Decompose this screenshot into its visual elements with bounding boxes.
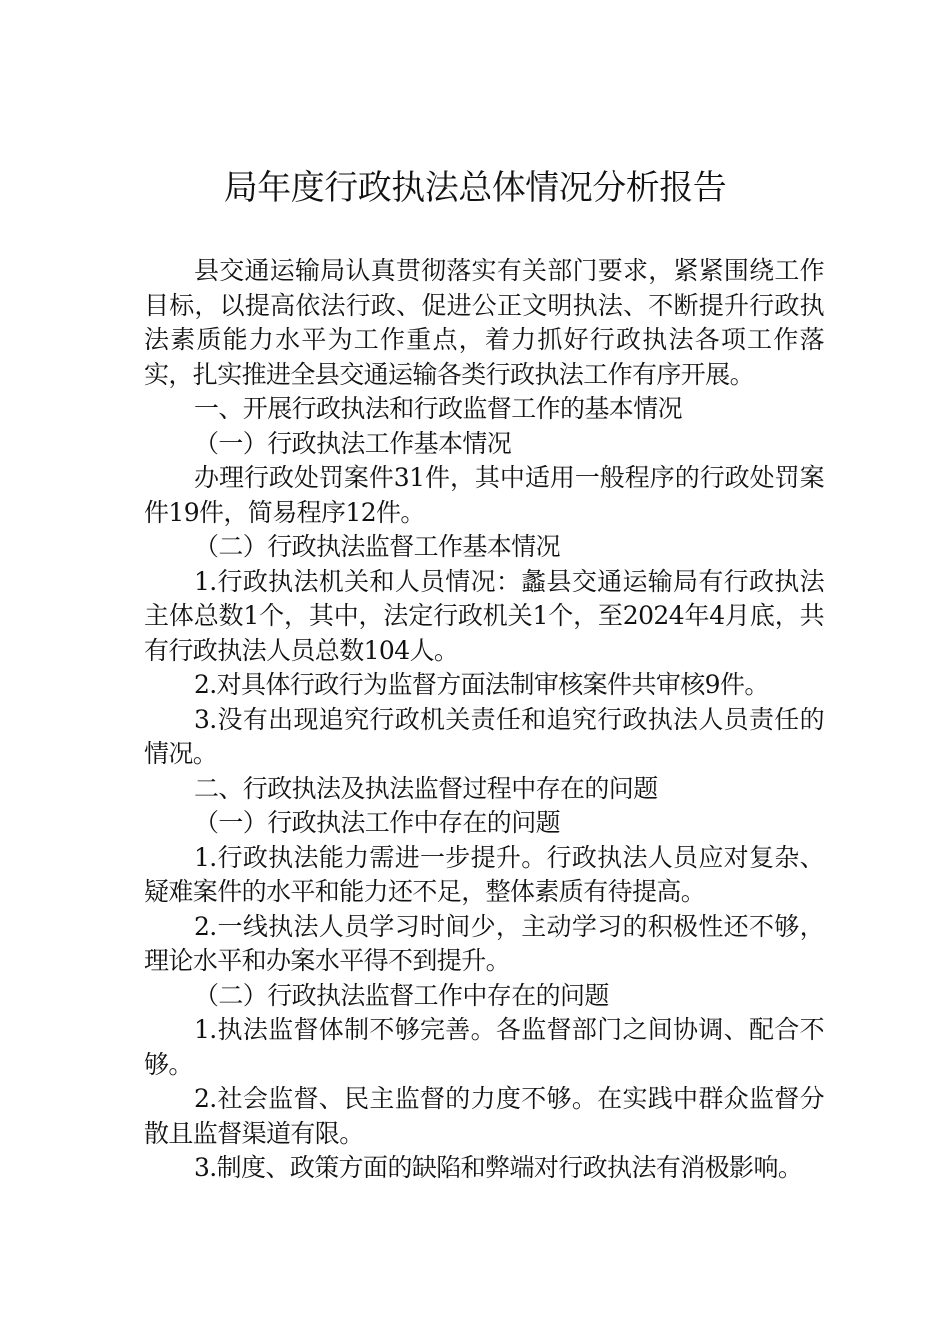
paragraph-item-1: 1.行政执法机关和人员情况：蠡县交通运输局有行政执法主体总数1个，其中，法定行政机关1个，至2024年4月底，共有行政执法人员总数104人。 <box>144 566 824 665</box>
paragraph-item-3: 3.没有出现追究行政机关责任和追究行政执法人员责任的情况。 <box>144 704 824 768</box>
paragraph-problem-1: 1.行政执法能力需进一步提升。行政执法人员应对复杂、疑难案件的水平和能力还不足，整体素质有待提高。 <box>144 842 824 906</box>
paragraph-supervision-2: 2.社会监督、民主监督的力度不够。在实践中群众监督分散且监督渠道有限。 <box>144 1084 824 1148</box>
heading-subsection-1-1: （一）行政执法工作基本情况 <box>194 428 512 458</box>
heading-section-2: 二、行政执法及执法监督过程中存在的问题 <box>194 773 658 803</box>
document-body <box>144 254 824 1186</box>
paragraph-item-2: 2.对具体行政行为监督方面法制审核案件共审核9件。 <box>194 670 769 699</box>
paragraph-intro: 县交通运输局认真贯彻落实有关部门要求，紧紧围绕工作目标，以提高依法行政、促进公正文明执法、不断提升行政执法素质能力水平为工作重点，着力抓好行政执法各项工作落实，扎实推进全县交通运输各类行政执法工作有序开展。 <box>144 256 824 389</box>
document-title: 局年度行政执法总体情况分析报告 <box>223 168 727 208</box>
heading-subsection-1-2: （二）行政执法监督工作基本情况 <box>194 532 561 561</box>
heading-subsection-2-1: （一）行政执法工作中存在的问题 <box>194 808 561 837</box>
paragraph-problem-2: 2.一线执法人员学习时间少，主动学习的积极性还不够，理论水平和办案水平得不到提升。 <box>144 911 824 975</box>
paragraph-supervision-3: 3.制度、政策方面的缺陷和弊端对行政执法有消极影响。 <box>194 1153 803 1182</box>
paragraph-supervision-1: 1.执法监督体制不够完善。各监督部门之间协调、配合不够。 <box>144 1015 824 1079</box>
heading-section-1: 一、开展行政执法和行政监督工作的基本情况 <box>194 394 683 423</box>
paragraph-penalty-cases: 办理行政处罚案件31件，其中适用一般程序的行政处罚案件19件，简易程序12件。 <box>144 463 824 527</box>
heading-subsection-2-2: （二）行政执法监督工作中存在的问题 <box>194 980 609 1010</box>
